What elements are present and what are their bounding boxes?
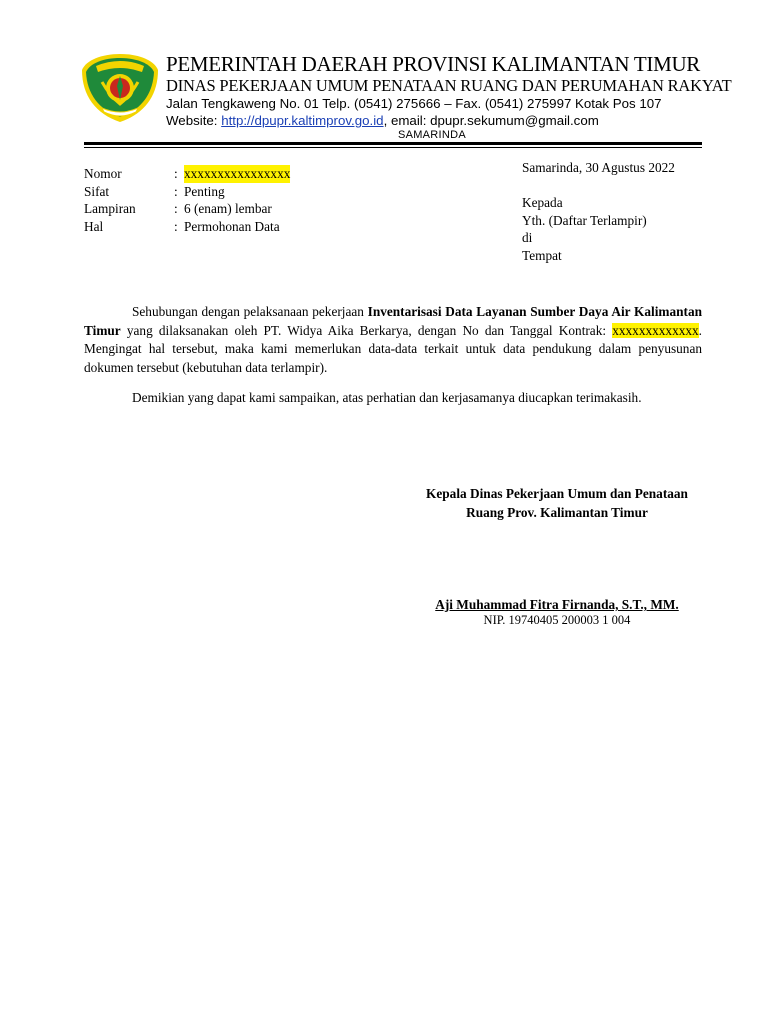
signatory-title-line: Ruang Prov. Kalimantan Timur (466, 504, 648, 520)
letter-meta-block (84, 165, 290, 235)
meta-row-hal (84, 218, 290, 236)
letter-date: Samarinda, 30 Agustus 2022 (522, 160, 675, 175)
email-text: , email: dpupr.sekumum@gmail.com (383, 113, 599, 128)
website-link[interactable]: http://dpupr.kaltimprov.go.id (221, 113, 384, 128)
meta-row-lampiran (84, 200, 290, 218)
meta-row-sifat (84, 183, 290, 201)
meta-colon: : (174, 166, 178, 181)
meta-row-nomor (84, 165, 290, 183)
meta-label: Nomor (84, 166, 122, 181)
recipient-line: Yth. (Daftar Terlampir) (522, 212, 647, 228)
letterhead-city: SAMARINDA (397, 129, 467, 141)
recipient-line: Tempat (522, 247, 562, 263)
meta-label: Lampiran (84, 201, 136, 216)
contract-number: xxxxxxxxxxxxx (612, 322, 699, 338)
body-text: Sehubungan dengan pelaksanaan pekerjaan (132, 304, 368, 319)
recipient-line: Kepada (522, 195, 563, 210)
letterhead-government-name: PEMERINTAH DAERAH PROVINSI KALIMANTAN TIMUR (166, 52, 701, 76)
recipient-line: di (522, 230, 533, 245)
meta-colon: : (174, 218, 178, 234)
signatory-title-line: Kepala Dinas Pekerjaan Umum dan Penataan (426, 486, 688, 501)
recipient-block (522, 194, 647, 264)
project-name: Inventarisasi Data Layanan Sumber Daya Air Kalimantan Timur (84, 304, 702, 338)
letterhead-agency-name: DINAS PEKERJAAN UMUM PENATAAN RUANG DAN PERUMAHAN RAKYAT (166, 76, 732, 95)
letterhead-divider-thin (84, 147, 702, 148)
meta-value-lampiran: 6 (enam) lembar (184, 201, 272, 216)
body-text: . Mengingat hal tersebut, maka kami memerlukan data-data terkait untuk data pendukung dalam penyusunan dokumen tersebut (kebutuhan data terlampir). (84, 322, 702, 375)
body-paragraph-1 (84, 303, 702, 377)
meta-colon: : (174, 201, 178, 216)
letterhead-contact (166, 113, 599, 128)
letterhead-address: Jalan Tengkaweng No. 01 Telp. (0541) 275666 – Fax. (0541) 275997 Kotak Pos 107 (166, 96, 662, 111)
meta-label: Hal (84, 218, 104, 234)
meta-value-sifat: Penting (184, 183, 225, 199)
body-paragraph-2: Demikian yang dapat kami sampaikan, atas perhatian dan kerjasamanya diucapkan terimakasih. (132, 390, 642, 405)
meta-colon: : (174, 183, 178, 199)
meta-label: Sifat (84, 183, 110, 199)
website-label: Website: (166, 113, 222, 128)
signatory-title (404, 485, 710, 522)
letterhead-divider-thick (84, 142, 702, 145)
provincial-coat-of-arms-icon (80, 52, 160, 124)
meta-value-nomor: xxxxxxxxxxxxxxxx (184, 166, 291, 181)
body-text: yang dilaksanakan oleh PT. Widya Aika Berkarya, dengan No dan Tanggal Kontrak: (120, 322, 613, 338)
meta-value-hal: Permohonan Data (184, 218, 280, 234)
signatory-name: Aji Muhammad Fitra Firnanda, S.T., MM. (435, 597, 679, 612)
signatory-nip: NIP. 19740405 200003 1 004 (483, 613, 631, 627)
